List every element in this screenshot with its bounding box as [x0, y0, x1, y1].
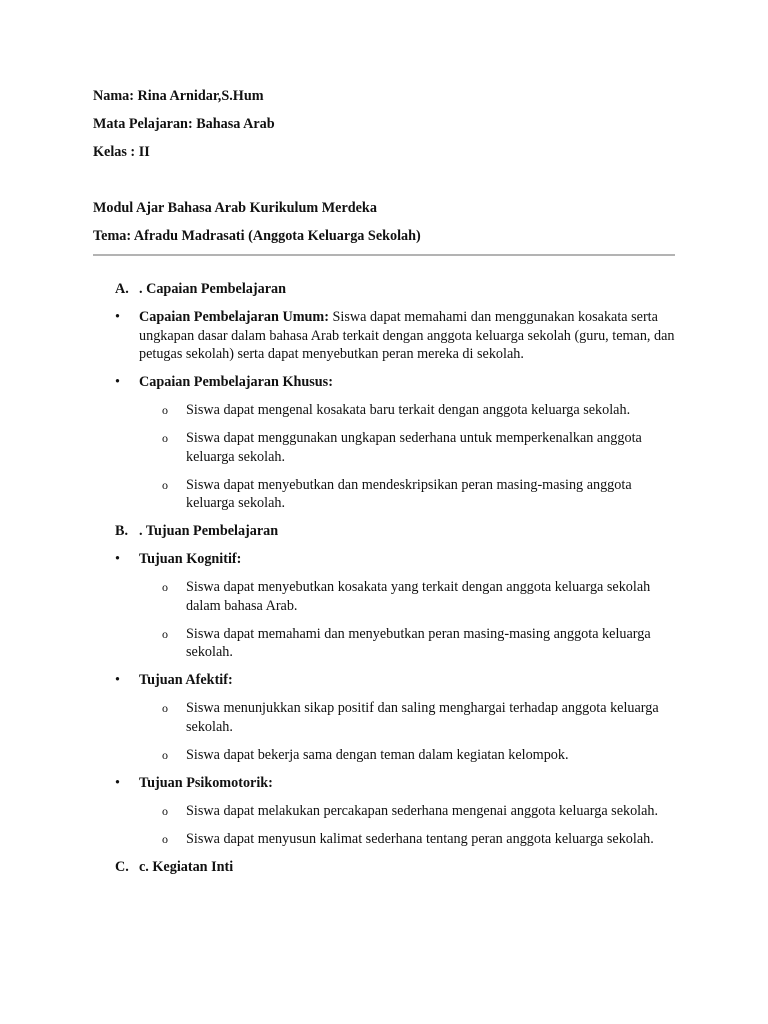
- circle-bullet-icon: o: [162, 477, 168, 492]
- list-item: [93, 429, 683, 466]
- circle-bullet-icon: o: [162, 403, 168, 417]
- bullet-icon: •: [115, 309, 120, 325]
- list-item-text: Siswa dapat menggunakan ungkapan sederhana untuk memperkenalkan anggota keluarga sekolah.: [186, 430, 642, 465]
- list-item: [93, 625, 683, 662]
- tujuan-kognitif-label: Tujuan Kognitif:: [139, 551, 242, 567]
- class-line: Kelas : II: [93, 144, 150, 160]
- tujuan-afektif-label: Tujuan Afektif:: [139, 672, 233, 688]
- bullet-icon: •: [115, 672, 120, 688]
- capaian-khusus-item: [93, 373, 683, 392]
- tujuan-kognitif-item: [93, 550, 683, 569]
- bullet-icon: •: [115, 774, 120, 791]
- tujuan-afektif-item: [93, 671, 683, 690]
- section-a-heading: [93, 280, 683, 299]
- list-item: [93, 830, 683, 849]
- list-item-text: Siswa dapat mengenal kosakata baru terkait dengan anggota keluarga sekolah.: [186, 402, 631, 418]
- circle-bullet-icon: o: [162, 701, 168, 715]
- theme-line: Tema: Afradu Madrasati (Anggota Keluarga Sekolah): [93, 228, 421, 244]
- circle-bullet-icon: o: [162, 747, 168, 762]
- section-c-letter: C.: [115, 858, 129, 875]
- list-item: [93, 802, 683, 821]
- bullet-icon: •: [115, 374, 120, 390]
- section-c-heading: [93, 858, 683, 877]
- circle-bullet-icon: o: [162, 803, 168, 818]
- capaian-umum-label: Capaian Pembelajaran Umum:: [139, 309, 329, 325]
- horizontal-divider: [93, 254, 675, 256]
- tujuan-psikomotorik-label: Tujuan Psikomotorik:: [139, 774, 273, 791]
- section-a-title: . Capaian Pembelajaran: [139, 281, 286, 297]
- circle-bullet-icon: o: [162, 626, 168, 641]
- bullet-icon: •: [115, 551, 120, 567]
- list-item-text: Siswa menunjukkan sikap positif dan saling menghargai terhadap anggota keluarga sekolah.: [186, 700, 659, 735]
- section-a-letter: A.: [115, 281, 129, 297]
- tujuan-psikomotorik-item: [93, 774, 683, 793]
- capaian-umum-item: [93, 308, 683, 364]
- capaian-khusus-label: Capaian Pembelajaran Khusus:: [139, 374, 333, 390]
- section-b-title: . Tujuan Pembelajaran: [139, 523, 279, 539]
- list-item: [93, 476, 683, 513]
- circle-bullet-icon: o: [162, 431, 168, 445]
- list-item-text: Siswa dapat melakukan percakapan sederhana mengenai anggota keluarga sekolah.: [186, 802, 659, 819]
- list-item: [93, 746, 683, 765]
- list-item-text: Siswa dapat memahami dan menyebutkan peran masing-masing anggota keluarga sekolah.: [186, 625, 651, 660]
- section-c-title: c. Kegiatan Inti: [139, 858, 234, 875]
- author-name: Nama: Rina Arnidar,S.Hum: [93, 88, 264, 104]
- list-item: [93, 699, 683, 736]
- circle-bullet-icon: o: [162, 831, 168, 846]
- list-item-text: Siswa dapat menyebutkan dan mendeskripsikan peran masing-masing anggota keluarga sekolah.: [186, 476, 632, 511]
- list-item-text: Siswa dapat menyebutkan kosakata yang terkait dengan anggota keluarga sekolah dalam bahasa Arab.: [186, 579, 651, 614]
- list-item-text: Siswa dapat bekerja sama dengan teman dalam kegiatan kelompok.: [186, 746, 569, 763]
- circle-bullet-icon: o: [162, 580, 168, 594]
- section-b-heading: [93, 522, 683, 541]
- list-item-text: Siswa dapat menyusun kalimat sederhana tentang peran anggota keluarga sekolah.: [186, 830, 654, 847]
- section-b-letter: B.: [115, 523, 129, 539]
- capaian-umum-text: Siswa dapat memahami dan menggunakan kosakata serta ungkapan dasar dalam bahasa Arab terkait dengan anggota keluarga sekolah (guru, teman, dan petugas sekolah) serta dapat menyebutkan peran mereka di sekolah.: [139, 309, 675, 362]
- subject-line: Mata Pelajaran: Bahasa Arab: [93, 116, 275, 132]
- list-item: [93, 401, 683, 420]
- list-item: [93, 578, 683, 615]
- document-body: [93, 280, 683, 876]
- module-title: Modul Ajar Bahasa Arab Kurikulum Merdeka: [93, 200, 377, 216]
